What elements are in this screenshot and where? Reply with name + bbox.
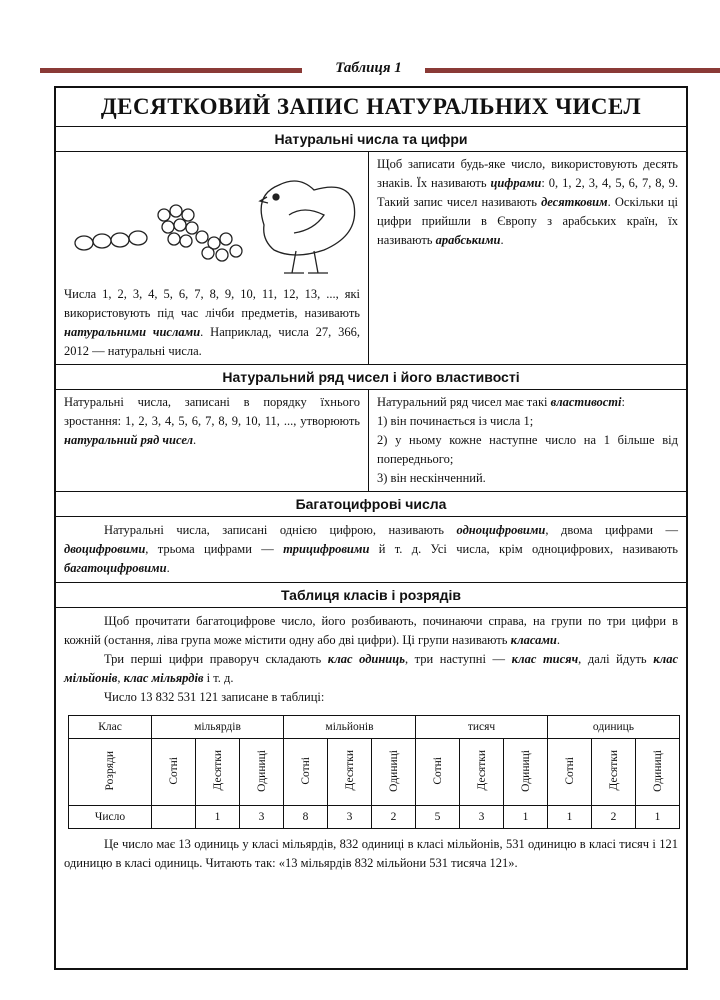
rank-cell: Десятки [460,739,504,806]
table-row [69,806,680,829]
digits-column [368,152,686,364]
section-natural-series [56,390,686,492]
natural-series-properties [368,390,686,491]
properties-intro: Натуральний ряд чисел має такі властивості: [377,395,625,409]
digit-cell: 2 [592,806,636,829]
table-caption: Число 13 832 531 121 записане в таблиці: [104,690,325,704]
class-cell: тисяч [416,716,548,739]
natural-series-definition: Натуральні числа, записані в порядку їхнього зростання: 1, 2, 3, 4, 5, 6, 7, 8, 9, 10, 11, ..., утворюють натуральний ряд чисел. [64,395,360,447]
digit-cell: 1 [636,806,680,829]
class-cell: мільярдів [152,716,284,739]
class-cell: одиниць [548,716,680,739]
numbers-column [56,152,368,364]
property-item: 1) він починається із числа 1; [377,414,534,428]
digit-cell: 5 [416,806,460,829]
classes-explanation: Щоб прочитати багатоцифрове число, його розбивають, починаючи справа, на групи по три цифри в кожній (остання, ліва група може містити одну або дві цифри). Ці групи називають класами. Три перші цифри праворуч складають клас одиниць, три наступні — клас тисяч, далі йдуть клас мільйонів, клас мільярдів і т. д. Число 13 832 531 121 записане в таблиці: [56,608,686,711]
section-heading-multidigit: Багатоцифрові числа [56,492,686,517]
digit-cell: 2 [372,806,416,829]
multidigit-text: Натуральні числа, записані однією цифрою, називають одноцифровими, двома цифрами — двоцифровими, трьома цифрами — трицифровими й т. д. Усі числа, крім одноцифрових, називають багатоцифровими. [56,517,686,583]
section-heading-natural-series: Натуральний ряд чисел і його властивості [56,365,686,390]
header-rule-right [425,68,720,73]
rank-cell: Одиниці [504,739,548,806]
rank-cell: Сотні [416,739,460,806]
property-item: 3) він нескінченний. [377,471,486,485]
class-label-cell: Клас [69,716,152,739]
table-row [69,739,680,806]
digits-text: Щоб записати будь-яке число, використовують десять знаків. Їх називають цифрами: 0, 1, 2, 3, 4, 5, 6, 7, 8, 9. Такий запис чисел називають десятковим. Оскільки ці цифри прийшли в Європу з арабських країн, їх називають арабськими. [377,157,678,247]
natural-numbers-text: Числа 1, 2, 3, 4, 5, 6, 7, 8, 9, 10, 11, 12, 13, ..., які використовують під час лічби предметів, називають натуральними числами. Наприклад, числа 27, 366, 2012 — натуральні числа. [64,287,360,358]
section-numbers-digits [56,152,686,365]
rank-cell: Одиниці [372,739,416,806]
header-rule-left [40,68,302,73]
table-number-label: Таблиця 1 [335,60,402,76]
table-row [69,716,680,739]
digit-cell: 3 [460,806,504,829]
rank-cell: Десятки [328,739,372,806]
class-cell: мільйонів [284,716,416,739]
rank-cell: Одиниці [240,739,284,806]
rank-cell: Десятки [196,739,240,806]
digit-cell: 3 [240,806,284,829]
rank-cell: Сотні [284,739,328,806]
property-item: 2) у ньому кожне наступне число на 1 більше від попереднього; [377,433,678,466]
section-heading-numbers-digits: Натуральні числа та цифри [56,127,686,152]
digit-cell: 8 [284,806,328,829]
content-frame [54,86,688,970]
digit-cell: 1 [196,806,240,829]
closing-text: Це число має 13 одиниць у класі мільярдів, 832 одиниці в класі мільйонів, 531 одиницю в класі тисяч і 121 одиницю в класі одиниць. Читають так: «13 мільярдів 832 мільйони 531 тисяча 121». [64,837,678,870]
rank-cell: Сотні [548,739,592,806]
rank-label-cell: Розряди [69,739,152,806]
page-title: ДЕСЯТКОВИЙ ЗАПИС НАТУРАЛЬНИХ ЧИСЕЛ [56,88,686,127]
number-label-cell: Число [69,806,152,829]
hen-and-eggs-illustration [64,155,360,285]
section-heading-classes-table: Таблиця класів і розрядів [56,583,686,608]
rank-cell: Десятки [592,739,636,806]
table-header-bar [40,60,720,80]
rank-cell: Сотні [152,739,196,806]
digit-cell: 3 [328,806,372,829]
classes-ranks-table [68,715,680,829]
rank-cell: Одиниці [636,739,680,806]
digit-cell: 1 [548,806,592,829]
digit-cell: 1 [504,806,548,829]
digit-cell [152,806,196,829]
